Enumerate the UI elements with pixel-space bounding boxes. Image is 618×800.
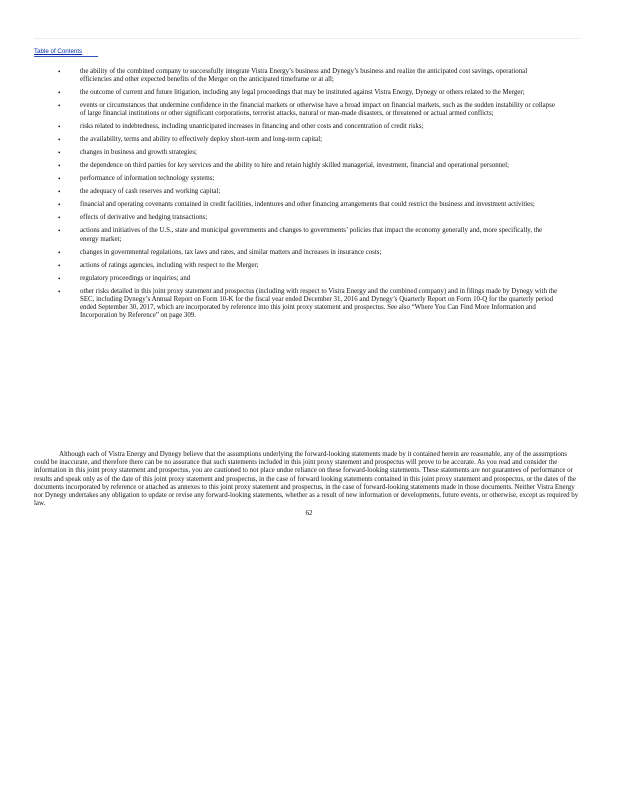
bullet-icon: • — [58, 149, 61, 158]
list-item-text: the adequacy of cash reserves and working capital; — [80, 188, 221, 196]
toc-underline — [34, 56, 98, 57]
list-item-text: actions and initiatives of the U.S., state and municipal governments and changes to governments’ policies that impact the economy generally and, more specifically, the energy market; — [80, 227, 543, 243]
list-item — [58, 89, 558, 97]
list-item — [58, 262, 558, 270]
bullet-icon: • — [58, 68, 61, 76]
list-item-text: the dependence on third parties for key services and the ability to hire and retain highly skilled managerial, investment, financial and operational personnel; — [80, 162, 509, 170]
list-item-text: the ability of the combined company to successfully integrate Vistra Energy’s business and Dynegy’s business and realize the anticipated cost savings, operational efficiencies and other expected benefits of the Merger on the anticipated timeframe or at all; — [80, 68, 528, 84]
bullet-icon: • — [58, 274, 61, 283]
list-item-text: financial and operating covenants contained in credit facilities, indentures and other financing arrangements that could restrict the business and investment activities; — [80, 201, 535, 209]
list-item-text: events or circumstances that undermine confidence in the financial markets or otherwise have a broad impact on financial markets, such as the sudden instability or collapse of large financial institutions or other significant corporations, terrorist attacks, natural or man-made disasters, or threatened or actual armed conflicts; — [80, 102, 555, 118]
bullet-icon: • — [58, 214, 61, 223]
list-item — [58, 249, 558, 257]
bullet-icon: • — [58, 227, 61, 236]
bullet-icon: • — [58, 162, 61, 171]
list-item — [58, 175, 558, 183]
closing-paragraph: Although each of Vistra Energy and Dynegy believe that the assumptions underlying the forward-looking statements made by it contained herein are reasonable, any of the assumptions could be inaccurate, and therefore there can be no assurance that such statements included in this joint proxy statement and prospectus will prove to be accurate. As you read and consider the information in this joint proxy statement and prospectus, you are cautioned to not place undue reliance on these forward-looking statements. These statements are not guarantees of performance or results and speak only as of the date of this joint proxy statement and prospectus, in the case of forward looking statements contained in this joint proxy statement and prospectus, or the dates of the documents incorporated by reference or attached as annexes to this joint proxy statement and prospectus, in the case of forward-looking statements made in those documents. Neither Vistra Energy nor Dynegy undertakes any obligation to update or revise any forward-looking statements, whether as a result of new information or developments, future events, or otherwise, except as required by law. — [34, 451, 579, 508]
list-item — [58, 201, 558, 209]
table-of-contents-link[interactable]: Table of Contents — [34, 48, 83, 55]
bullet-icon: • — [58, 175, 61, 184]
bullet-icon: • — [58, 287, 61, 296]
list-item-text: changes in business and growth strategies; — [80, 149, 197, 157]
list-item — [58, 136, 558, 144]
list-item-text: changes in governmental regulations, tax laws and rates, and similar matters and increases in insurance costs; — [80, 248, 382, 256]
bullet-icon: • — [58, 136, 61, 145]
risk-factor-list — [58, 68, 558, 325]
list-item — [58, 275, 558, 283]
list-item-text: actions of ratings agencies, including with respect to the Merger; — [80, 261, 259, 269]
list-item-text: performance of information technology systems; — [80, 175, 215, 183]
list-item-text: regulatory proceedings or inquiries; and — [80, 274, 191, 282]
list-item — [58, 123, 558, 131]
bullet-icon: • — [58, 102, 61, 111]
list-item — [58, 149, 558, 157]
bullet-icon: • — [58, 123, 61, 132]
list-item-text: the availability, terms and ability to effectively deploy short-term and long-term capital; — [80, 136, 323, 144]
list-item — [58, 102, 558, 118]
list-item-text: other risks detailed in this joint proxy statement and prospectus (including with respect to Vistra Energy and the combined company) and in filings made by Dynegy with the SEC, including Dynegy’s Annual Report on Form 10-K for the fiscal year ended December 31, 2016 and Dynegy’s Quarterly Report on Form 10-Q for the quarterly period ended September 30, 2017, which are incorporated by reference into this joint proxy statement and prospectus. See also “Where You Can Find More Information and Incorporation by Reference” on page 309. — [80, 287, 558, 320]
list-item — [58, 227, 558, 243]
bullet-icon: • — [58, 248, 61, 257]
top-divider — [34, 38, 580, 39]
list-item — [58, 288, 558, 321]
list-item — [58, 188, 558, 196]
bullet-icon: • — [58, 261, 61, 270]
list-item-text: the outcome of current and future litigation, including any legal proceedings that may be instituted against Vistra Energy, Dynegy or others related to the Merger; — [80, 89, 525, 97]
bullet-icon: • — [58, 201, 61, 210]
list-item — [58, 68, 558, 84]
page-number: 62 — [305, 509, 313, 517]
bullet-icon: • — [58, 188, 61, 197]
bullet-icon: • — [58, 89, 61, 98]
list-item — [58, 214, 558, 222]
list-item-text: effects of derivative and hedging transactions; — [80, 214, 208, 222]
list-item-text: risks related to indebtedness, including unanticipated increases in financing and other costs and concentration of credit risks; — [80, 123, 424, 131]
list-item — [58, 162, 558, 170]
